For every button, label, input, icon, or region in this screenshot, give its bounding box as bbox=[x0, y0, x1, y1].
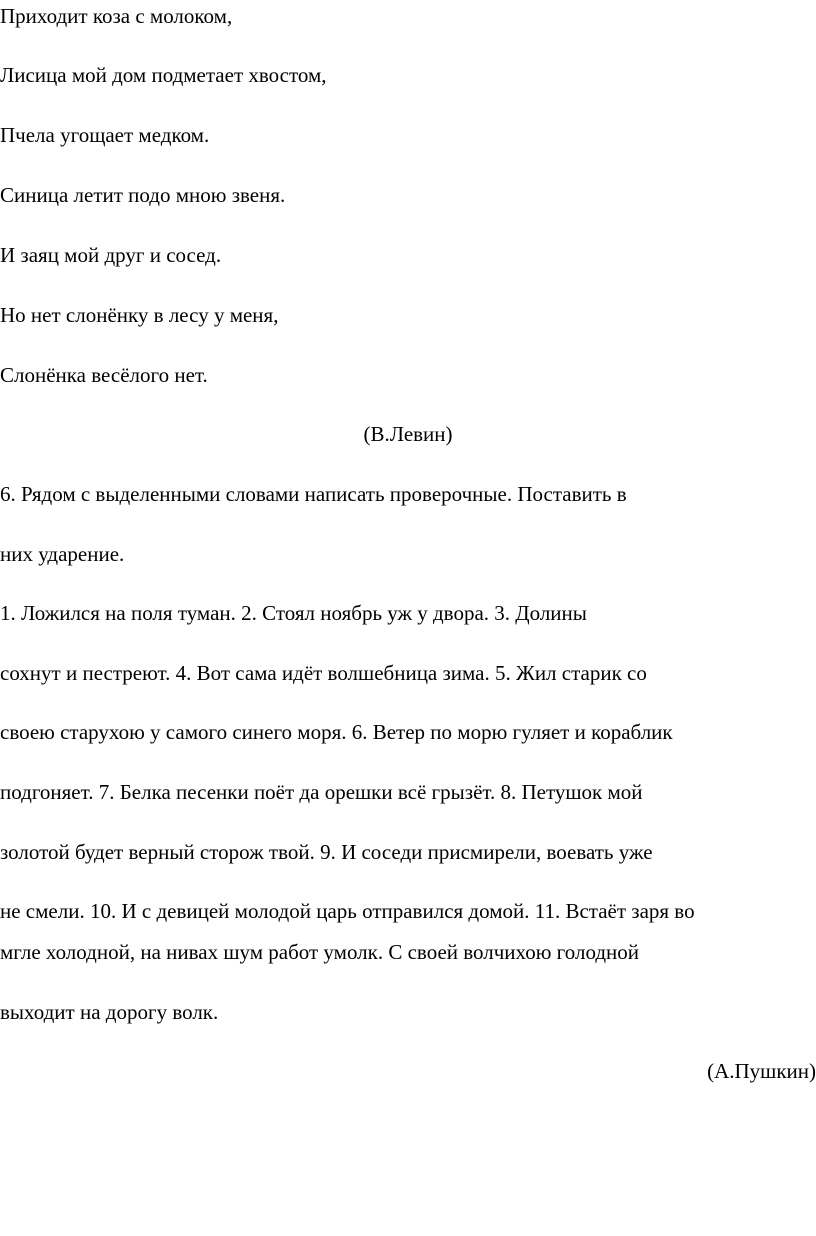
exercise-line: не смели. 10. И с девицей молодой царь отправился домой. 11. Встаёт заря во bbox=[0, 899, 695, 923]
exercise-line: мгле холодной, на нивах шум работ умолк. С своей волчихою голодной bbox=[0, 940, 640, 964]
poem-line: Но нет слонёнку в лесу у меня, bbox=[0, 303, 279, 327]
poem-line: И заяц мой друг и сосед. bbox=[0, 243, 222, 267]
exercise-line: выходит на дорогу волк. bbox=[0, 1000, 219, 1024]
task-line: 6. Рядом с выделенными словами написать проверочные. Поставить в bbox=[0, 482, 627, 506]
poem-line: Пчела угощает медком. bbox=[0, 123, 210, 147]
exercise-line: своею старухою у самого синего моря. 6. Ветер по морю гуляет и кораблик bbox=[0, 720, 673, 744]
poem-line: Лисица мой дом подметает хвостом, bbox=[0, 63, 327, 87]
exercise-author: (А.Пушкин) bbox=[707, 1059, 816, 1083]
poem-line: Синица летит подо мною звеня. bbox=[0, 183, 286, 207]
poem-author: (В.Левин) bbox=[363, 422, 453, 446]
exercise-line: подгоняет. 7. Белка песенки поёт да орешки всё грызёт. 8. Петушок мой bbox=[0, 780, 643, 804]
exercise-line: золотой будет верный сторож твой. 9. И соседи присмирели, воевать уже bbox=[0, 840, 653, 864]
poem-line: Приходит коза с молоком, bbox=[0, 4, 233, 28]
poem-line: Слонёнка весёлого нет. bbox=[0, 363, 208, 387]
exercise-line: сохнут и пестреют. 4. Вот сама идёт волшебница зима. 5. Жил старик со bbox=[0, 661, 647, 685]
task-line: них ударение. bbox=[0, 542, 125, 566]
exercise-line: 1. Ложился на поля туман. 2. Стоял ноябрь уж у двора. 3. Долины bbox=[0, 601, 587, 625]
